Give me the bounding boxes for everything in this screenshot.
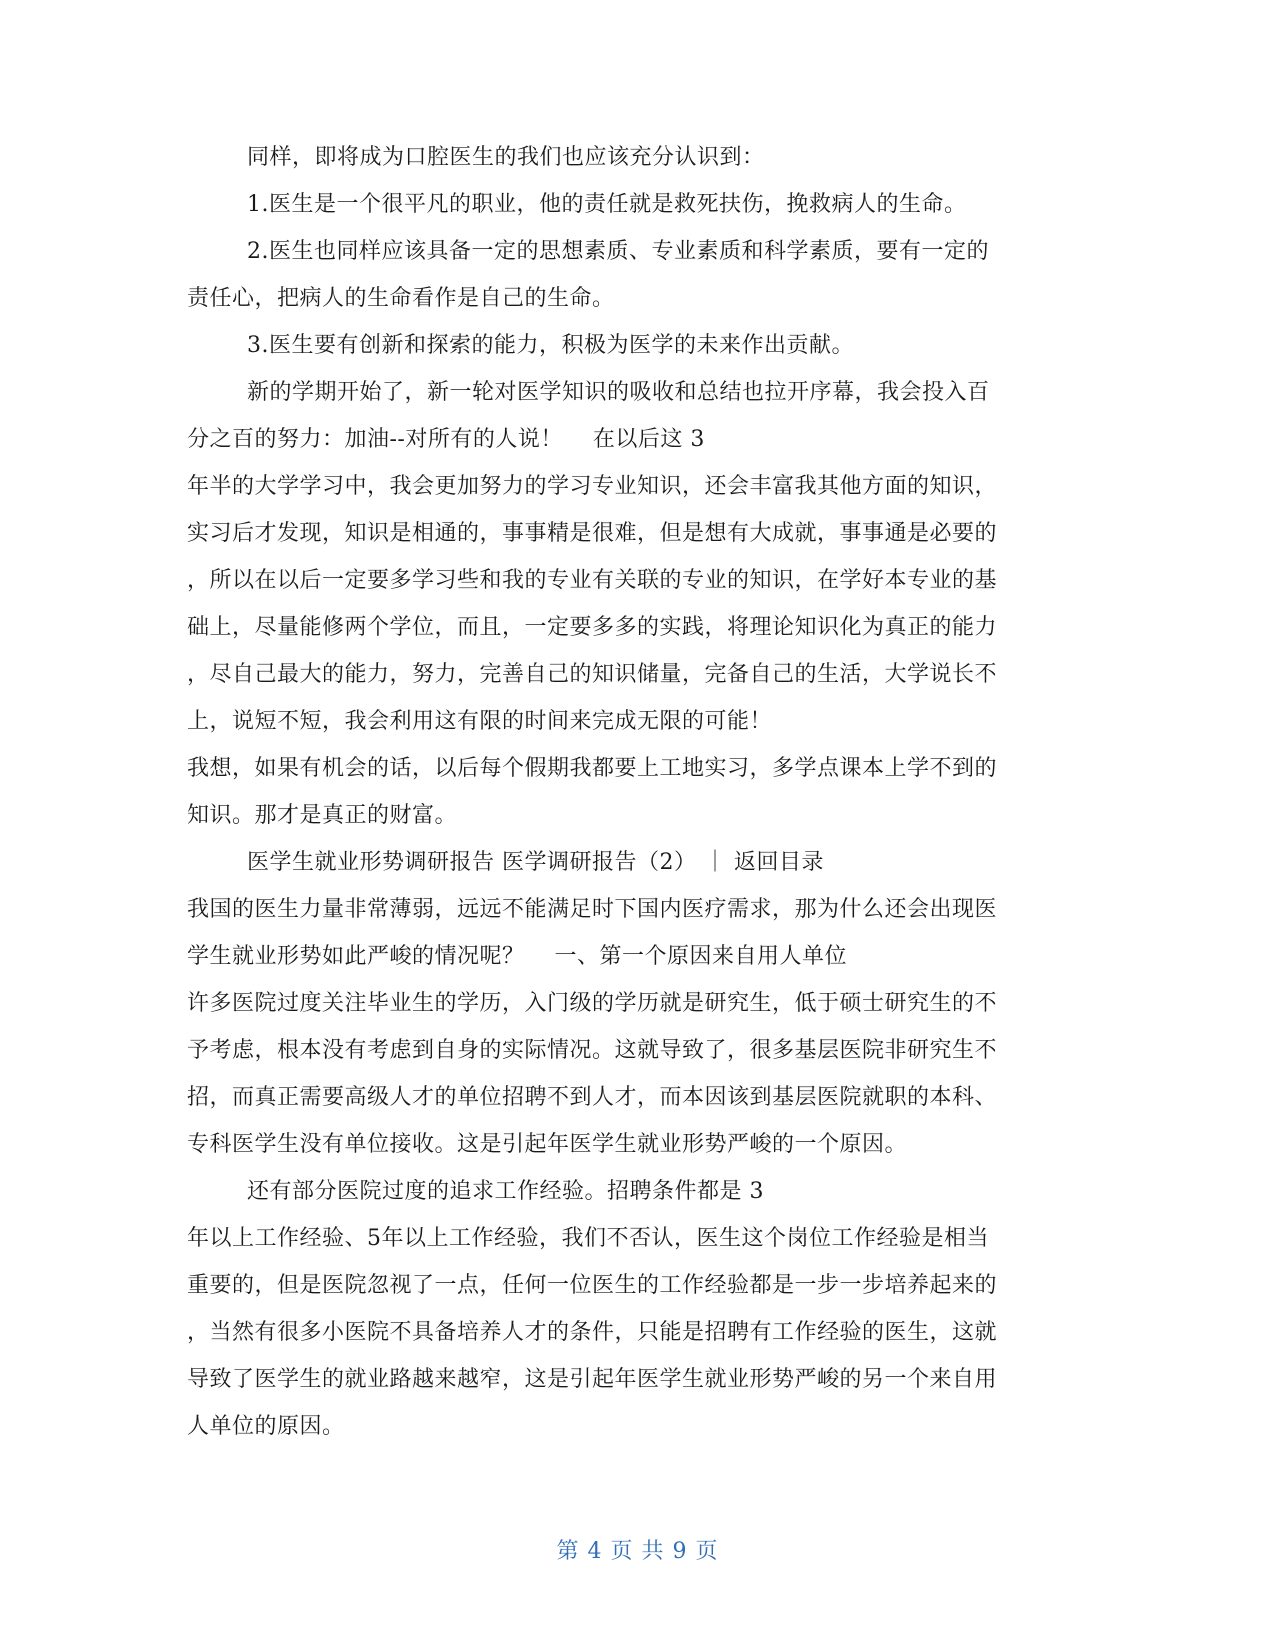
text-line: ，所以在以后一定要多学习些和我的专业有关联的专业的知识，在学好本专业的基 xyxy=(187,568,998,593)
text-line: 知识。那才是真正的财富。 xyxy=(187,803,458,828)
text-line: 年半的大学学习中，我会更加努力的学习专业知识，还会丰富我其他方面的知识， xyxy=(187,474,998,499)
text-line: 年以上工作经验、5年以上工作经验，我们不否认，医生这个岗位工作经验是相当 xyxy=(187,1226,989,1251)
text-line: 分之百的努力：加油--对所有的人说！ 在以后这 3 xyxy=(187,427,705,452)
text-line: 2.医生也同样应该具备一定的思想素质、专业素质和科学素质，要有一定的 xyxy=(247,239,989,264)
text-line: 予考虑，根本没有考虑到自身的实际情况。这就导致了，很多基层医院非研究生不 xyxy=(187,1038,998,1063)
text-line: 上，说短不短，我会利用这有限的时间来完成无限的可能！ xyxy=(187,709,773,734)
text-line: 我国的医生力量非常薄弱，远远不能满足时下国内医疗需求，那为什么还会出现医 xyxy=(187,897,998,922)
text-line: 还有部分医院过度的追求工作经验。招聘条件都是 3 xyxy=(247,1179,764,1204)
text-line: 实习后才发现，知识是相通的，事事精是很难，但是想有大成就，事事通是必要的 xyxy=(187,521,998,546)
text-line: ，尽自己最大的能力，努力，完善自己的知识储量，完备自己的生活，大学说长不 xyxy=(187,662,998,687)
text-line: 导致了医学生的就业路越来越窄，这是引起年医学生就业形势严峻的另一个来自用 xyxy=(187,1367,998,1392)
text-line: 础上，尽量能修两个学位，而且，一定要多多的实践，将理论知识化为真正的能力 xyxy=(187,615,998,640)
text-line: 1.医生是一个很平凡的职业，他的责任就是救死扶伤，挽救病人的生命。 xyxy=(247,192,967,217)
page-number-footer: 第 4 页 共 9 页 xyxy=(556,1539,719,1564)
section-heading: 医学生就业形势调研报告 医学调研报告（2） ｜ 返回目录 xyxy=(247,850,824,875)
text-line: 我想，如果有机会的话，以后每个假期我都要上工地实习，多学点课本上学不到的 xyxy=(187,756,998,781)
text-line: 招，而真正需要高级人才的单位招聘不到人才，而本因该到基层医院就职的本科、 xyxy=(187,1085,998,1110)
text-line: ，当然有很多小医院不具备培养人才的条件，只能是招聘有工作经验的医生，这就 xyxy=(187,1320,998,1345)
text-line: 专科医学生没有单位接收。这是引起年医学生就业形势严峻的一个原因。 xyxy=(187,1132,908,1157)
text-line: 重要的，但是医院忽视了一点，任何一位医生的工作经验都是一步一步培养起来的 xyxy=(187,1273,998,1298)
text-line: 同样，即将成为口腔医生的我们也应该充分认识到： xyxy=(247,145,765,170)
text-line: 新的学期开始了，新一轮对医学知识的吸收和总结也拉开序幕，我会投入百 xyxy=(247,380,990,405)
text-line: 许多医院过度关注毕业生的学历，入门级的学历就是研究生，低于硕士研究生的不 xyxy=(187,991,998,1016)
text-line: 3.医生要有创新和探索的能力，积极为医学的未来作出贡献。 xyxy=(247,333,854,358)
text-line: 责任心，把病人的生命看作是自己的生命。 xyxy=(187,286,615,311)
text-line: 人单位的原因。 xyxy=(187,1414,345,1439)
text-line: 学生就业形势如此严峻的情况呢？ 一、第一个原因来自用人单位 xyxy=(187,944,847,969)
